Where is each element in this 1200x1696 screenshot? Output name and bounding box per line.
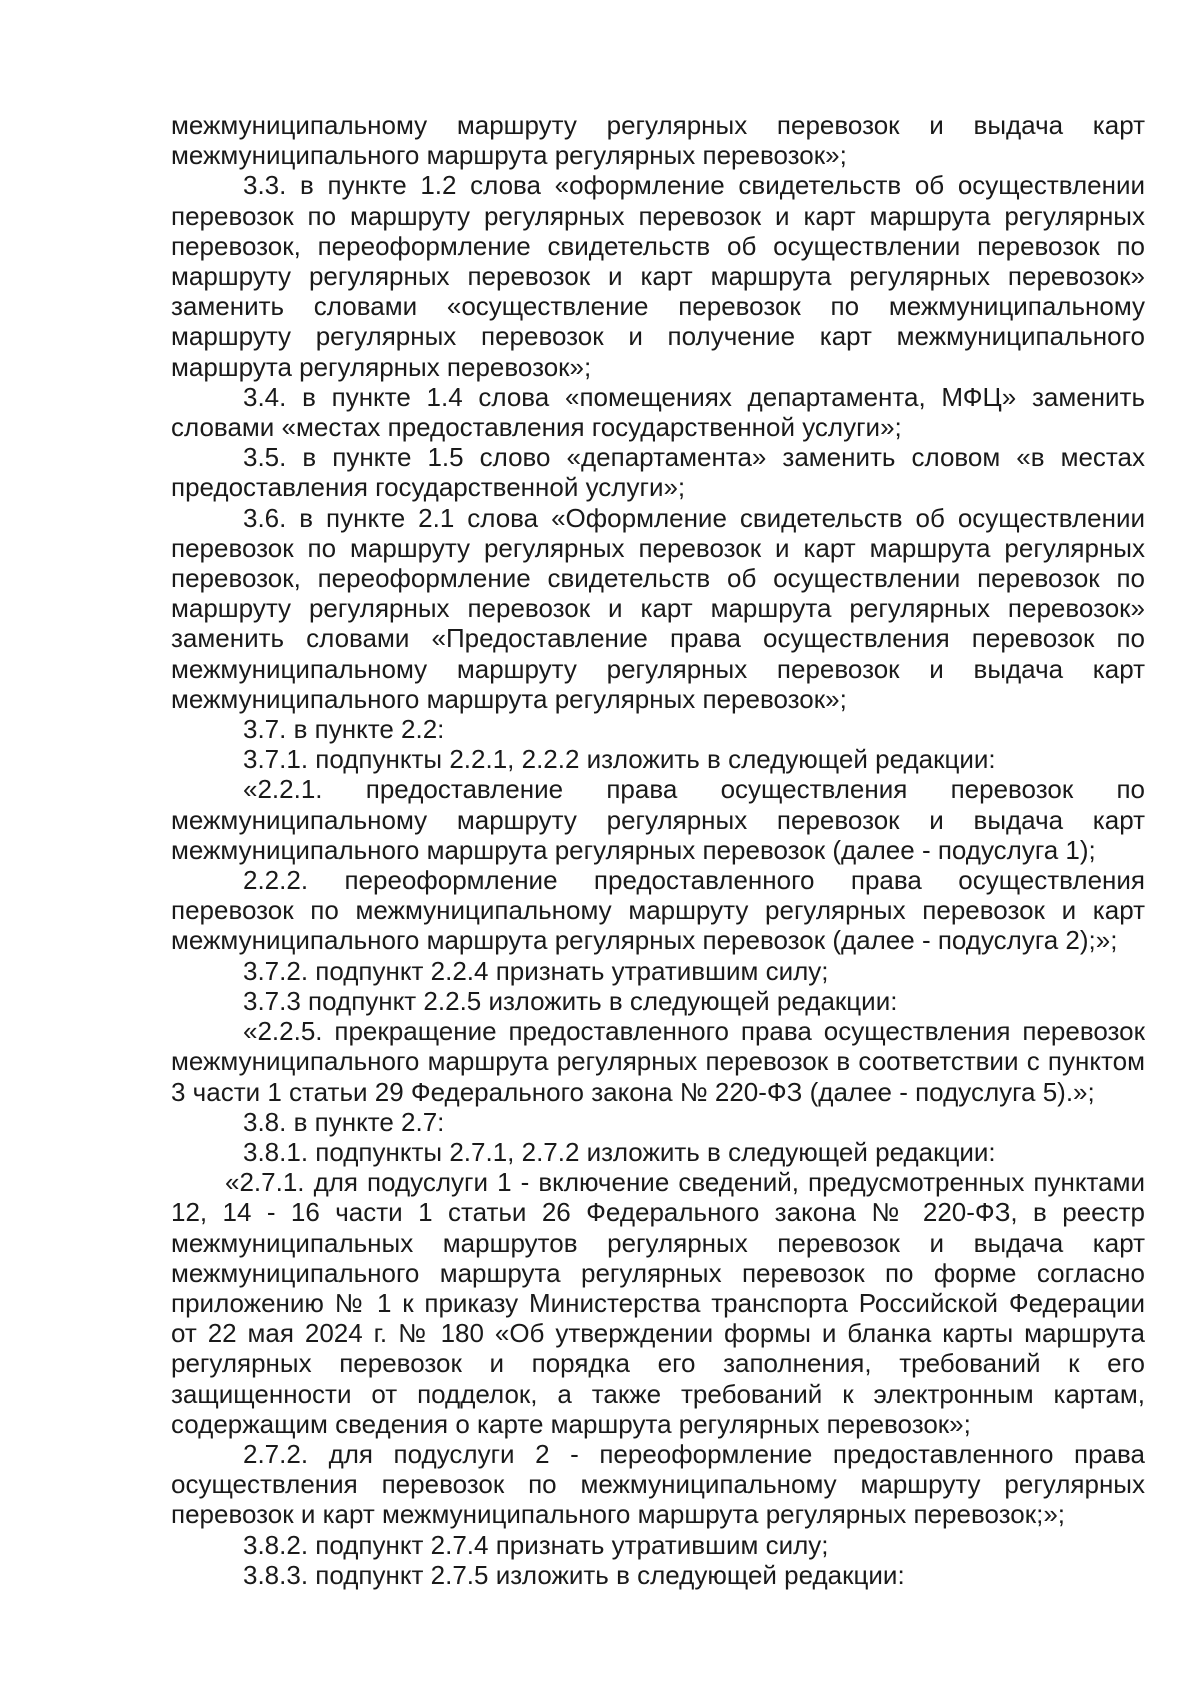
paragraph-2-7-2: 2.7.2. для подуслуги 2 - переоформление предоставленного права осуществления перевозок по межмуниципальному маршруту регулярных перевозок и карт межмуниципального маршрута регулярных перевозок;»; <box>171 1438 1145 1530</box>
paragraph-2-2-2: 2.2.2. переоформление предоставленного права осуществления перевозок по межмуниципальному маршруту регулярных перевозок и карт межмуниципального маршрута регулярных перевозок (далее - подуслуга 2);»; <box>171 865 1145 956</box>
paragraph-3-7: 3.7. в пункте 2.2: <box>243 714 445 745</box>
paragraph-3-8-1: 3.8.1. подпункты 2.7.1, 2.7.2 изложить в следующей редакции: <box>243 1136 996 1167</box>
paragraph-3-5: 3.5. в пункте 1.5 слово «департамента» заменить словом «в местах предоставления государственной услуги»; <box>171 442 1145 503</box>
paragraph-3-4: 3.4. в пункте 1.4 слова «помещениях департамента, МФЦ» заменить словами «местах предоставления государственной услуги»; <box>171 381 1145 443</box>
paragraph-3-6: 3.6. в пункте 2.1 слова «Оформление свидетельств об осуществлении перевозок по маршруту регулярных перевозок и карт маршрута регулярных перевозок, переоформление свидетельств об осуществлении перевозок по маршруту регулярных перевозок и карт маршрута регулярных перевозок» заменить словами «Предоставление права осуществления перевозок по межмуниципальному маршруту регулярных перевозок и выдача карт межмуниципального маршрута регулярных перевозок»; <box>171 502 1145 714</box>
paragraph: межмуниципальному маршруту регулярных перевозок и выдача карт межмуниципального маршрута регулярных перевозок»; <box>171 110 1145 171</box>
paragraph-2-2-1: «2.2.1. предоставление права осуществления перевозок по межмуниципальному маршруту регулярных перевозок и выдача карт межмуниципального маршрута регулярных перевозок (далее - подуслуга 1); <box>171 774 1145 865</box>
paragraph-3-7-1: 3.7.1. подпункты 2.2.1, 2.2.2 изложить в следующей редакции: <box>243 744 996 775</box>
paragraph-3-8-3: 3.8.3. подпункт 2.7.5 изложить в следующей редакции: <box>243 1559 905 1590</box>
paragraph-3-8-2: 3.8.2. подпункт 2.7.4 признать утратившим силу; <box>243 1529 829 1560</box>
paragraph-3-8: 3.8. в пункте 2.7: <box>243 1106 445 1137</box>
paragraph-3-7-3: 3.7.3 подпункт 2.2.5 изложить в следующей редакции: <box>243 985 898 1016</box>
document-body <box>171 110 1145 1590</box>
paragraph-2-2-5: «2.2.5. прекращение предоставленного права осуществления перевозок межмуниципального маршрута регулярных перевозок в соответствии с пунктом 3 части 1 статьи 29 Федерального закона № 220-ФЗ (далее - подуслуга 5).»; <box>171 1016 1145 1107</box>
paragraph-3-3: 3.3. в пункте 1.2 слова «оформление свидетельств об осуществлении перевозок по маршруту регулярных перевозок и карт маршрута регулярных перевозок, переоформление свидетельств об осуществлении перевозок по маршруту регулярных перевозок и карт маршрута регулярных перевозок» заменить словами «осуществление перевозок по межмуниципальному маршруту регулярных перевозок и получение карт межмуниципального маршрута регулярных перевозок»; <box>171 170 1145 382</box>
paragraph-3-7-2: 3.7.2. подпункт 2.2.4 признать утратившим силу; <box>243 955 829 986</box>
paragraph-2-7-1: «2.7.1. для подуслуги 1 - включение сведений, предусмотренных пунктами 12, 14 - 16 части 1 статьи 26 Федерального закона № 220-ФЗ, в реестр межмуниципальных маршрутов регулярных перевозок и выдача карт межмуниципального маршрута регулярных перевозок по форме согласно приложению № 1 к приказу Министерства транспорта Российской Федерации от 22 мая 2024 г. № 180 «Об утверждении формы и бланка карты маршрута регулярных перевозок и порядка его заполнения, требований к его защищенности от подделок, а также требований к электронным картам, содержащим сведения о карте маршрута регулярных перевозок»; <box>171 1167 1145 1439</box>
